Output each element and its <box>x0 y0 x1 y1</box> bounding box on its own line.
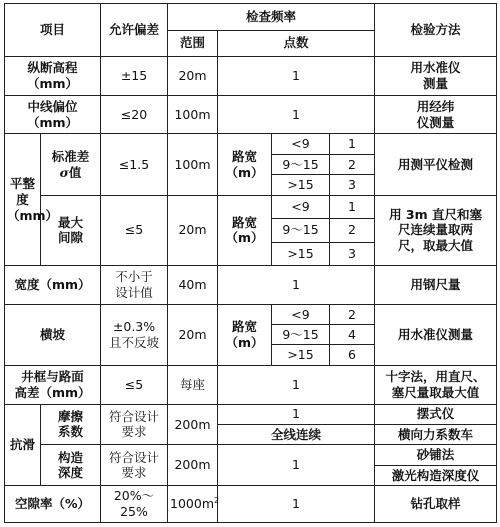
row-voids <box>5 486 497 523</box>
flatness-max-label: 最大 间隙 <box>41 195 101 265</box>
flatness-std-width-label: 路宽 （m） <box>218 134 272 195</box>
width-points: 1 <box>218 265 375 304</box>
row-skid-friction-1 <box>5 404 497 424</box>
longitudinal-range: 20m <box>168 57 218 96</box>
voids-range-sup: 2 <box>214 496 220 506</box>
manhole-method: 十字法，用直尺、 塞尺量取最大值 <box>375 365 497 404</box>
crossfall-width-0: <9 <box>272 304 330 324</box>
flatness-max-width-0: <9 <box>272 195 330 218</box>
crossfall-width-label: 路宽 （m） <box>218 304 272 365</box>
flatness-std-method: 用测平仪检测 <box>375 134 497 195</box>
flatness-std-width-1: 9～15 <box>272 154 330 174</box>
voids-points: 1 <box>218 486 375 523</box>
header-item: 项目 <box>5 4 101 57</box>
flatness-std-points-0: 1 <box>330 134 375 154</box>
width-tolerance: 不小于 设计值 <box>101 265 168 304</box>
crossfall-points-1: 4 <box>330 325 375 345</box>
crossfall-item: 横坡 <box>5 304 101 365</box>
longitudinal-points: 1 <box>218 57 375 96</box>
row-crossfall-1 <box>5 304 497 324</box>
crossfall-width-2: >15 <box>272 345 330 365</box>
skid-friction-range: 200m <box>168 404 218 445</box>
header-points: 点数 <box>218 30 375 57</box>
centerline-tolerance: ≤20 <box>101 95 168 134</box>
longitudinal-method: 用水准仪 测量 <box>375 57 497 96</box>
row-flatness-max-1 <box>5 195 497 218</box>
flatness-max-points-2: 3 <box>330 242 375 265</box>
flatness-max-tolerance: ≤5 <box>101 195 168 265</box>
flatness-std-points-1: 2 <box>330 154 375 174</box>
manhole-points: 1 <box>218 365 375 404</box>
flatness-item: 平整度 （mm） <box>5 134 41 265</box>
skid-friction-method-1: 摆式仪 <box>375 404 497 424</box>
crossfall-range: 20m <box>168 304 218 365</box>
width-method: 用钢尺量 <box>375 265 497 304</box>
header-tolerance: 允许偏差 <box>101 4 168 57</box>
flatness-std-width-2: >15 <box>272 175 330 195</box>
manhole-range: 每座 <box>168 365 218 404</box>
inspection-table <box>4 3 497 523</box>
crossfall-points-2: 6 <box>330 345 375 365</box>
centerline-method: 用经纬 仪测量 <box>375 95 497 134</box>
header-frequency: 检查频率 <box>168 4 375 31</box>
flatness-max-points-1: 2 <box>330 219 375 242</box>
skid-texture-label: 构造 深度 <box>41 445 101 486</box>
skid-item: 抗滑 <box>5 404 41 486</box>
crossfall-width-1: 9～15 <box>272 325 330 345</box>
crossfall-points-0: 2 <box>330 304 375 324</box>
header-row-1 <box>5 4 497 31</box>
voids-range <box>168 486 218 523</box>
skid-texture-method-2: 激光构造深度仪 <box>375 465 497 485</box>
centerline-item: 中线偏位 （mm） <box>5 95 101 134</box>
sigma-symbol: σ <box>59 164 69 180</box>
width-range: 40m <box>168 265 218 304</box>
skid-texture-range: 200m <box>168 445 218 486</box>
skid-friction-method-2: 横向力系数车 <box>375 424 497 444</box>
manhole-tolerance: ≤5 <box>101 365 168 404</box>
sigma-suffix: 值 <box>68 164 82 180</box>
skid-texture-tolerance: 符合设计 要求 <box>101 445 168 486</box>
crossfall-tolerance: ±0.3% 且不反坡 <box>101 304 168 365</box>
flatness-std-width-0: <9 <box>272 134 330 154</box>
header-method: 检验方法 <box>375 4 497 57</box>
voids-range-value: 1000m <box>170 496 215 512</box>
row-width <box>5 265 497 304</box>
skid-friction-full-line: 全线连续 <box>218 424 375 444</box>
row-skid-texture-1 <box>5 445 497 465</box>
header-range: 范围 <box>168 30 218 57</box>
voids-method: 钻孔取样 <box>375 486 497 523</box>
flatness-std-range: 100m <box>168 134 218 195</box>
crossfall-method: 用水准仪测量 <box>375 304 497 365</box>
std-label-text: 标准差 <box>51 148 90 164</box>
skid-friction-label: 摩擦 系数 <box>41 404 101 445</box>
manhole-item: 井框与路面 高差（mm） <box>5 365 101 404</box>
skid-texture-method-1: 砂铺法 <box>375 445 497 465</box>
voids-item: 空隙率（%） <box>5 486 101 523</box>
flatness-max-width-2: >15 <box>272 242 330 265</box>
flatness-std-label <box>41 134 101 195</box>
centerline-range: 100m <box>168 95 218 134</box>
skid-texture-points: 1 <box>218 445 375 486</box>
flatness-std-points-2: 3 <box>330 175 375 195</box>
flatness-max-range: 20m <box>168 195 218 265</box>
longitudinal-item: 纵断高程 （mm） <box>5 57 101 96</box>
width-item: 宽度（mm） <box>5 265 101 304</box>
centerline-points: 1 <box>218 95 375 134</box>
row-manhole <box>5 365 497 404</box>
longitudinal-tolerance: ±15 <box>101 57 168 96</box>
flatness-max-points-0: 1 <box>330 195 375 218</box>
flatness-max-width-label: 路宽 （m） <box>218 195 272 265</box>
voids-tolerance: 20%～ 25% <box>101 486 168 523</box>
skid-friction-points: 1 <box>218 404 375 424</box>
row-centerline <box>5 95 497 134</box>
row-longitudinal <box>5 57 497 96</box>
skid-friction-tolerance: 符合设计 要求 <box>101 404 168 445</box>
row-flatness-std-1 <box>5 134 497 154</box>
flatness-std-tolerance: ≤1.5 <box>101 134 168 195</box>
flatness-max-width-1: 9～15 <box>272 219 330 242</box>
flatness-max-method: 用 3m 直尺和塞 尺连续量取两 尺，取最大值 <box>375 195 497 265</box>
